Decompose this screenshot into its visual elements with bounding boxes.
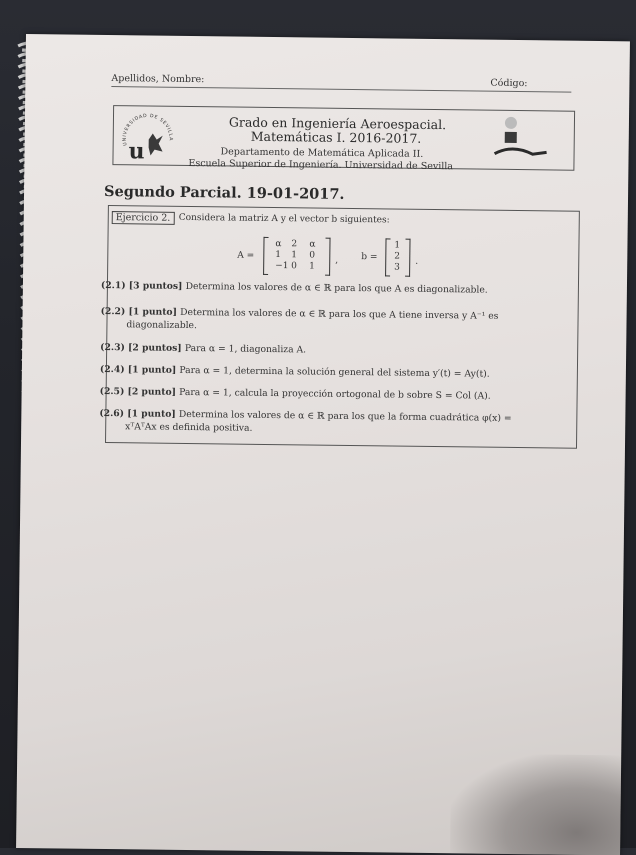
- matrix-a-right-bracket: [325, 238, 330, 276]
- matrix-a-left-bracket: [263, 237, 268, 275]
- matrix-a-cell: 0: [291, 261, 297, 272]
- exercise-item: [100, 305, 498, 336]
- matrix-a-cell: α: [275, 239, 282, 250]
- banner-line-3: Departamento de Matemática Aplicada II.: [220, 146, 424, 160]
- banner-line-2: Matemáticas I. 2016-2017.: [250, 128, 422, 146]
- period: .: [415, 256, 419, 267]
- vector-b-name: b =: [361, 252, 378, 263]
- item-points: [2 punto]: [127, 386, 180, 398]
- exercise-item: [100, 341, 306, 357]
- exercise-intro: Considera la matriz A y el vector b siguientes:: [178, 212, 390, 226]
- item-points: [2 puntos]: [127, 342, 185, 354]
- exercise-label: Ejercicio 2.: [112, 211, 175, 225]
- matrix-a-name: A =: [237, 250, 255, 261]
- banner-line-1: Grado en Ingeniería Aeroespacial.: [228, 114, 447, 133]
- exam-sheet: [16, 34, 630, 855]
- item-number: (2.2): [100, 305, 129, 318]
- item-text-continued: xᵀAᵀAx es definida positiva.: [125, 421, 253, 434]
- item-text: Determina los valores de α ∈ ℝ para los que A tiene inversa y A⁻¹ es: [180, 306, 499, 322]
- comma: ,: [335, 255, 339, 266]
- matrix-a-cell: 1: [291, 250, 298, 261]
- matrix-a-cell: α: [309, 239, 316, 250]
- item-number: (2.6): [99, 407, 128, 420]
- item-text: Determina los valores de α ∈ ℝ para los que A es diagonalizable.: [185, 280, 488, 296]
- item-points: [1 punto]: [128, 306, 181, 318]
- item-points: [3 puntos]: [128, 280, 186, 292]
- item-number: (2.3): [100, 341, 129, 354]
- matrix-a-cell: −1: [275, 261, 289, 272]
- matrix-a-cell: 1: [309, 261, 315, 272]
- matrix-a-cell: 0: [309, 250, 316, 261]
- item-number: (2.5): [99, 385, 128, 398]
- item-text: Para α = 1, calcula la proyección ortogonal de b sobre S = Col (A).: [179, 386, 491, 402]
- matrix-a-cell: 2: [291, 239, 298, 250]
- item-text-continued: diagonalizable.: [126, 319, 198, 332]
- item-points: [1 punto]: [127, 364, 180, 376]
- item-text: Para α = 1, diagonaliza A.: [184, 342, 307, 356]
- banner-line-4: Escuela Superior de Ingeniería. Universidad de Sevilla: [188, 157, 454, 173]
- item-number: (2.4): [99, 363, 128, 376]
- vector-b-left-bracket: [385, 238, 390, 276]
- item-number: (2.1): [100, 279, 129, 292]
- codigo-label: Código:: [490, 77, 528, 90]
- exam-title: Segundo Parcial. 19-01-2017.: [103, 182, 345, 203]
- vector-b-cell: 1: [394, 240, 401, 251]
- item-text: Determina los valores de α ∈ ℝ para los que la forma cuadrática φ(x) =: [178, 408, 512, 424]
- item-points: [1 punto]: [127, 408, 179, 420]
- svg-text:u: u: [128, 138, 145, 165]
- vector-b-cell: 3: [394, 262, 400, 273]
- apellidos-label: Apellidos, Nombre:: [111, 73, 205, 86]
- exercise-item: [99, 407, 512, 438]
- matrix-a-cell: 1: [275, 250, 282, 261]
- school-logo: [492, 114, 549, 165]
- item-text: Para α = 1, determina la solución general del sistema y′(t) = Ay(t).: [179, 364, 490, 380]
- vector-b-cell: 2: [394, 251, 401, 262]
- hand-shadow: [450, 753, 630, 855]
- svg-text:UNIVERSIDAD DE SEVILLA: UNIVERSIDAD DE SEVILLA: [122, 113, 173, 146]
- vector-b-right-bracket: [405, 239, 410, 277]
